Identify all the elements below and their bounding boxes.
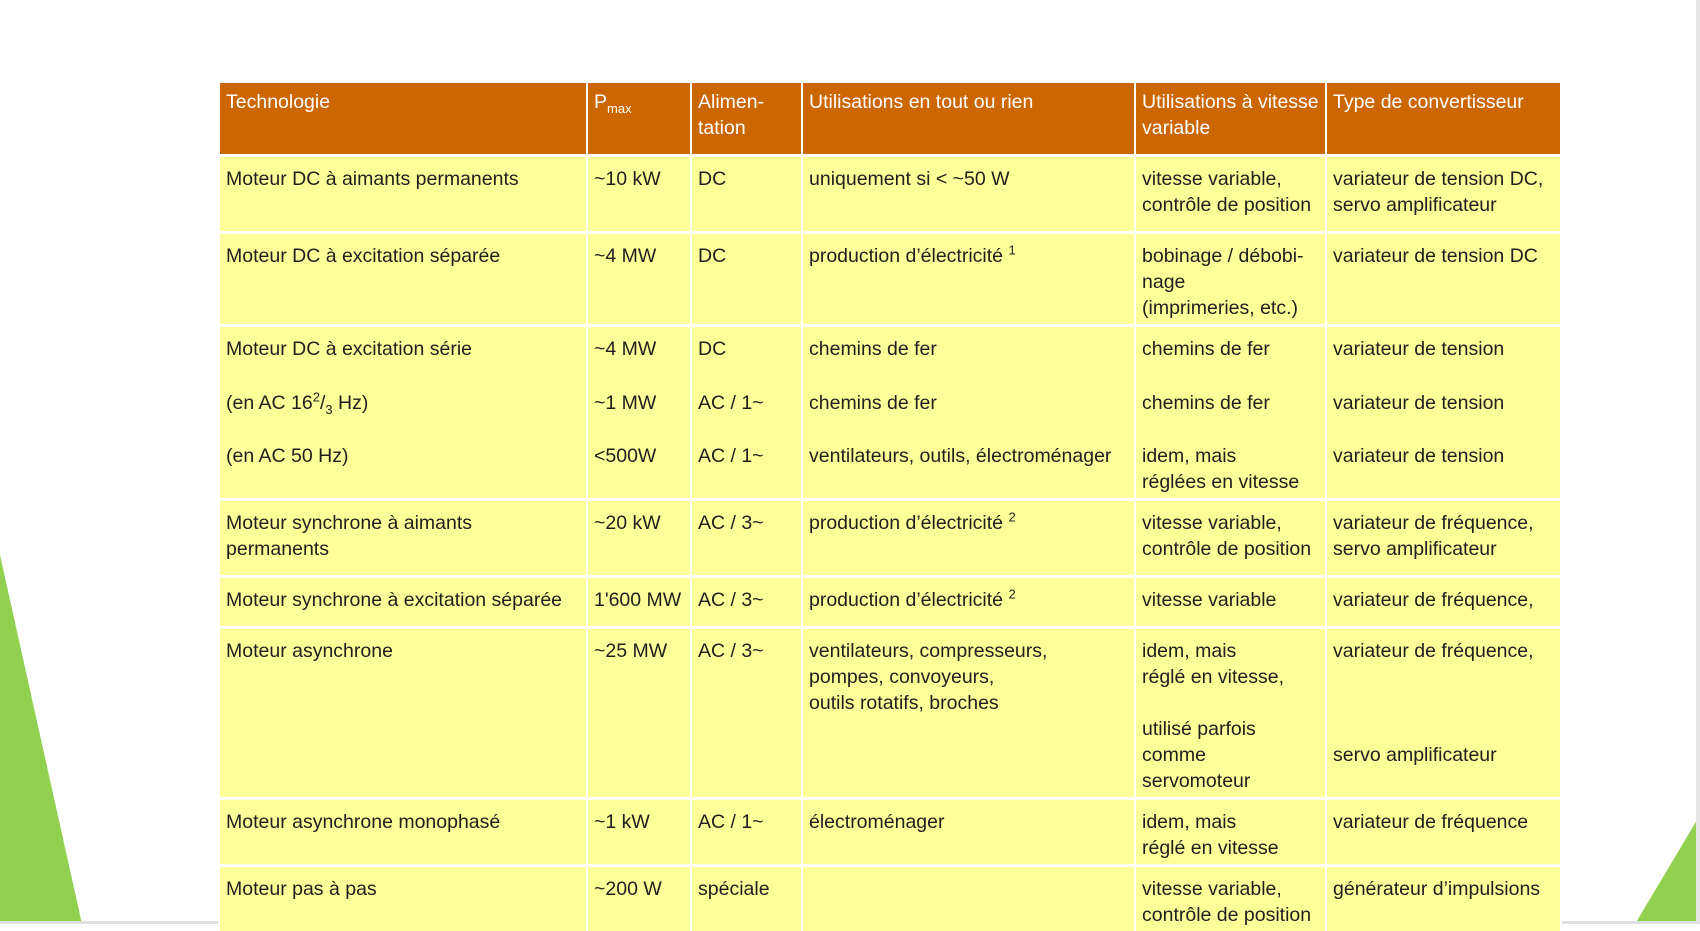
cell-vitesse-variable: bobinage / débobi- nage (imprimeries, etc.) — [1135, 233, 1326, 326]
cell-tout-ou-rien: uniquement si < ~50 W — [802, 156, 1135, 233]
cell-pmax: ~20 kW — [587, 500, 691, 577]
cell-alimentation: AC / 1~ — [691, 381, 802, 434]
fraction-numerator: 2 — [313, 390, 320, 405]
header-pmax-sub: max — [607, 101, 632, 116]
cell-technologie: Moteur DC à excitation série — [219, 326, 587, 382]
cell-vitesse-variable: idem, mais réglé en vitesse — [1135, 799, 1326, 866]
cell-tout-ou-rien: électroménager — [802, 799, 1135, 866]
cell-alimentation: spéciale — [691, 866, 802, 931]
table-row — [219, 866, 1561, 931]
cell-convertisseur: variateur de tension DC — [1326, 233, 1561, 326]
table-header-row — [219, 83, 1561, 156]
header-technologie: Technologie — [219, 83, 587, 156]
cell-vitesse-variable: idem, mais réglées en vitesse — [1135, 434, 1326, 500]
table-row — [219, 628, 1561, 799]
table-row — [219, 381, 1561, 434]
table-row — [219, 577, 1561, 628]
footnote-marker: 2 — [1008, 510, 1015, 525]
cell-tout-ou-rien: chemins de fer — [802, 381, 1135, 434]
cell-technologie: Moteur synchrone à excitation séparée — [219, 577, 587, 628]
cell-technologie — [219, 381, 587, 434]
green-triangle-left — [0, 0, 100, 924]
cell-pmax: <500W — [587, 434, 691, 500]
fraction-slash: / — [320, 392, 325, 414]
cell-pmax: 1'600 MW — [587, 577, 691, 628]
cell-pmax: ~10 kW — [587, 156, 691, 233]
cell-convertisseur: variateur de fréquence, — [1326, 577, 1561, 628]
fraction-denominator: 3 — [325, 402, 332, 417]
cell-pmax: ~200 W — [587, 866, 691, 931]
green-triangle-right — [1620, 0, 1700, 924]
cell-alimentation: DC — [691, 156, 802, 233]
cell-convertisseur: variateur de tension — [1326, 326, 1561, 382]
cell-technologie: (en AC 50 Hz) — [219, 434, 587, 500]
cell-alimentation: AC / 1~ — [691, 799, 802, 866]
cell-alimentation: AC / 3~ — [691, 628, 802, 799]
header-tout-ou-rien: Utilisations en tout ou rien — [802, 83, 1135, 156]
cell-pmax: ~1 MW — [587, 381, 691, 434]
cell-pmax: ~4 MW — [587, 326, 691, 382]
footnote-marker: 1 — [1008, 243, 1015, 258]
cell-vitesse-variable: chemins de fer — [1135, 326, 1326, 382]
cell-vitesse-variable: idem, mais réglé en vitesse, utilisé parfois comme servomoteur — [1135, 628, 1326, 799]
tech-text-post: Hz) — [333, 392, 369, 414]
cell-vitesse-variable: vitesse variable — [1135, 577, 1326, 628]
cell-alimentation: DC — [691, 233, 802, 326]
cell-convertisseur: variateur de tension — [1326, 381, 1561, 434]
cell-tout-ou-rien: ventilateurs, outils, électroménager — [802, 434, 1135, 500]
cell-vitesse-variable: vitesse variable, contrôle de position — [1135, 156, 1326, 233]
cell-technologie: Moteur DC à aimants permanents — [219, 156, 587, 233]
footnote-marker: 2 — [1008, 587, 1015, 602]
motor-technology-table — [218, 83, 1562, 931]
table-row — [219, 156, 1561, 233]
cell-vitesse-variable: chemins de fer — [1135, 381, 1326, 434]
table-row — [219, 434, 1561, 500]
cell-convertisseur: variateur de fréquence, servo amplificateur — [1326, 628, 1561, 799]
header-pmax-main: P — [594, 91, 607, 113]
cell-tout-ou-rien-text: production d’électricité — [809, 512, 1003, 534]
cell-convertisseur: variateur de tension DC, servo amplificateur — [1326, 156, 1561, 233]
cell-technologie: Moteur asynchrone — [219, 628, 587, 799]
cell-alimentation: AC / 3~ — [691, 577, 802, 628]
cell-convertisseur: générateur d’impulsions — [1326, 866, 1561, 931]
header-convertisseur: Type de convertisseur — [1326, 83, 1561, 156]
header-alimentation: Alimen- tation — [691, 83, 802, 156]
cell-alimentation: AC / 1~ — [691, 434, 802, 500]
tech-text-pre: (en AC 16 — [226, 392, 313, 414]
cell-vitesse-variable: vitesse variable, contrôle de position — [1135, 500, 1326, 577]
cell-convertisseur: variateur de fréquence — [1326, 799, 1561, 866]
cell-tout-ou-rien — [802, 866, 1135, 931]
cell-tout-ou-rien: chemins de fer — [802, 326, 1135, 382]
cell-technologie: Moteur asynchrone monophasé — [219, 799, 587, 866]
table-row — [219, 326, 1561, 382]
cell-tout-ou-rien — [802, 233, 1135, 326]
cell-alimentation: AC / 3~ — [691, 500, 802, 577]
cell-technologie: Moteur DC à excitation séparée — [219, 233, 587, 326]
cell-tout-ou-rien-text: production d’électricité — [809, 245, 1003, 267]
cell-vitesse-variable: vitesse variable, contrôle de position — [1135, 866, 1326, 931]
cell-tout-ou-rien — [802, 500, 1135, 577]
cell-tout-ou-rien: ventilateurs, compresseurs, pompes, convoyeurs, outils rotatifs, broches — [802, 628, 1135, 799]
table-row — [219, 799, 1561, 866]
cell-convertisseur: variateur de tension — [1326, 434, 1561, 500]
cell-pmax: ~1 kW — [587, 799, 691, 866]
table-row — [219, 233, 1561, 326]
cell-convertisseur: variateur de fréquence, servo amplificateur — [1326, 500, 1561, 577]
slide-edge-right — [1696, 0, 1700, 924]
cell-alimentation: DC — [691, 326, 802, 382]
header-pmax — [587, 83, 691, 156]
cell-pmax: ~4 MW — [587, 233, 691, 326]
table-row — [219, 500, 1561, 577]
cell-technologie: Moteur synchrone à aimants permanents — [219, 500, 587, 577]
cell-tout-ou-rien-text: production d’électricité — [809, 589, 1003, 611]
cell-pmax: ~25 MW — [587, 628, 691, 799]
cell-tout-ou-rien — [802, 577, 1135, 628]
cell-technologie: Moteur pas à pas — [219, 866, 587, 931]
header-vitesse-variable: Utilisations à vitesse variable — [1135, 83, 1326, 156]
